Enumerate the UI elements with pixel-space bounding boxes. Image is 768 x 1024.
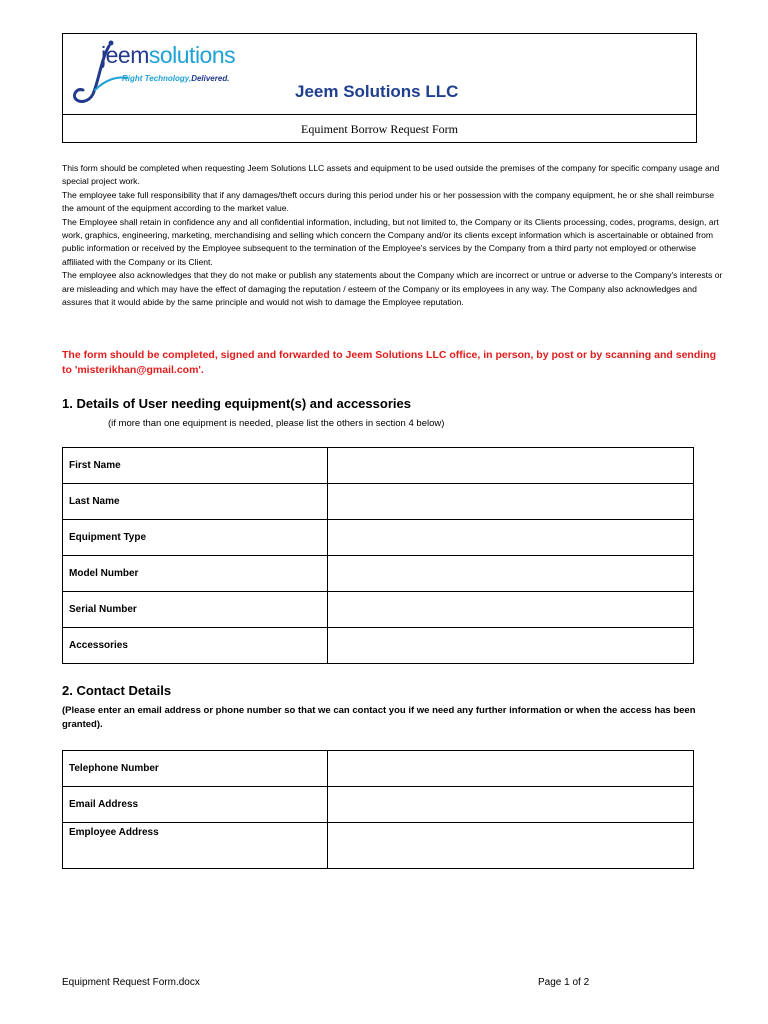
table-row: [63, 787, 694, 823]
intro-paragraph: The Employee shall retain in confidence any and all confidential information, including, but not limited to, the Company or its Clients processing, codes, programs, design, art work, graphics, engineering, marketing, merchandising and selling which concern the Company and/or its clients except information which is ascertainable or obtained from public information or received by the Employee subsequent to the termination of the Employee's services by the Company from a third party not employed or otherwise affiliated with the Company or its Client.: [62, 216, 719, 267]
equipment-type-input[interactable]: [328, 520, 694, 556]
table-row: [63, 484, 694, 520]
field-label-accessories: Accessories: [63, 628, 328, 664]
submission-notice: The form should be completed, signed and forwarded to Jeem Solutions LLC office, in person, by post or by scanning and sending to 'misterikhan@gmail.com'.: [62, 349, 716, 376]
section2-note: (Please enter an email address or phone number so that we can contact you if we need any further information or when the access has been granted).: [62, 705, 696, 730]
intro-paragraph: This form should be completed when requesting Jeem Solutions LLC assets and equipment to be used outside the premises of the company for specific company usage and special project work.: [62, 163, 720, 187]
user-details-table: [62, 447, 694, 664]
field-label-employee-address: Employee Address: [63, 823, 328, 869]
table-row: [63, 592, 694, 628]
header-box: [62, 33, 697, 143]
intro-paragraph: The employee also acknowledges that they do not make or publish any statements about the Company which are incorrect or untrue or adverse to the Company's interests or are misleading and which may have the effect of damaging the reputation / esteem of the Company or its employees in any way. The Company also acknowledges and assures that it would abide by the same principle and would not wish to damage the Employee reputation.: [62, 270, 723, 308]
table-row: [63, 628, 694, 664]
footer-page-number: Page 1 of 2: [538, 977, 590, 988]
field-label-email: Email Address: [63, 787, 328, 823]
section2-heading: 2. Contact Details: [62, 683, 172, 698]
field-label-telephone: Telephone Number: [63, 751, 328, 787]
table-row: [63, 520, 694, 556]
section1-note: (if more than one equipment is needed, please list the others in section 4 below): [108, 418, 445, 429]
accessories-input[interactable]: [328, 628, 694, 664]
header-top: [63, 34, 696, 115]
field-label-serial-number: Serial Number: [63, 592, 328, 628]
logo-tagline: Right Technology,Delivered.: [122, 74, 230, 83]
model-number-input[interactable]: [328, 556, 694, 592]
form-title: Equiment Borrow Request Form: [301, 122, 458, 136]
first-name-input[interactable]: [328, 448, 694, 484]
logo-wordmark: jeemsolutions: [101, 42, 236, 68]
field-label-first-name: First Name: [63, 448, 328, 484]
table-row: [63, 823, 694, 869]
intro-text: [62, 162, 727, 309]
field-label-last-name: Last Name: [63, 484, 328, 520]
table-row: [63, 556, 694, 592]
employee-address-input[interactable]: [328, 823, 694, 869]
serial-number-input[interactable]: [328, 592, 694, 628]
table-row: [63, 751, 694, 787]
field-label-model-number: Model Number: [63, 556, 328, 592]
last-name-input[interactable]: [328, 484, 694, 520]
footer-filename: Equipment Request Form.docx: [62, 977, 200, 988]
table-row: [63, 448, 694, 484]
contact-details-table: [62, 750, 694, 869]
telephone-input[interactable]: [328, 751, 694, 787]
company-name: Jeem Solutions LLC: [295, 82, 459, 101]
field-label-equipment-type: Equipment Type: [63, 520, 328, 556]
email-input[interactable]: [328, 787, 694, 823]
intro-paragraph: The employee take full responsibility that if any damages/theft occurs during this period under his or her possession with the company equipment, he or she shall reimburse the amount of the equipment according to the market value.: [62, 189, 715, 214]
section1-heading: 1. Details of User needing equipment(s) and accessories: [62, 396, 411, 411]
company-logo: [71, 40, 251, 110]
